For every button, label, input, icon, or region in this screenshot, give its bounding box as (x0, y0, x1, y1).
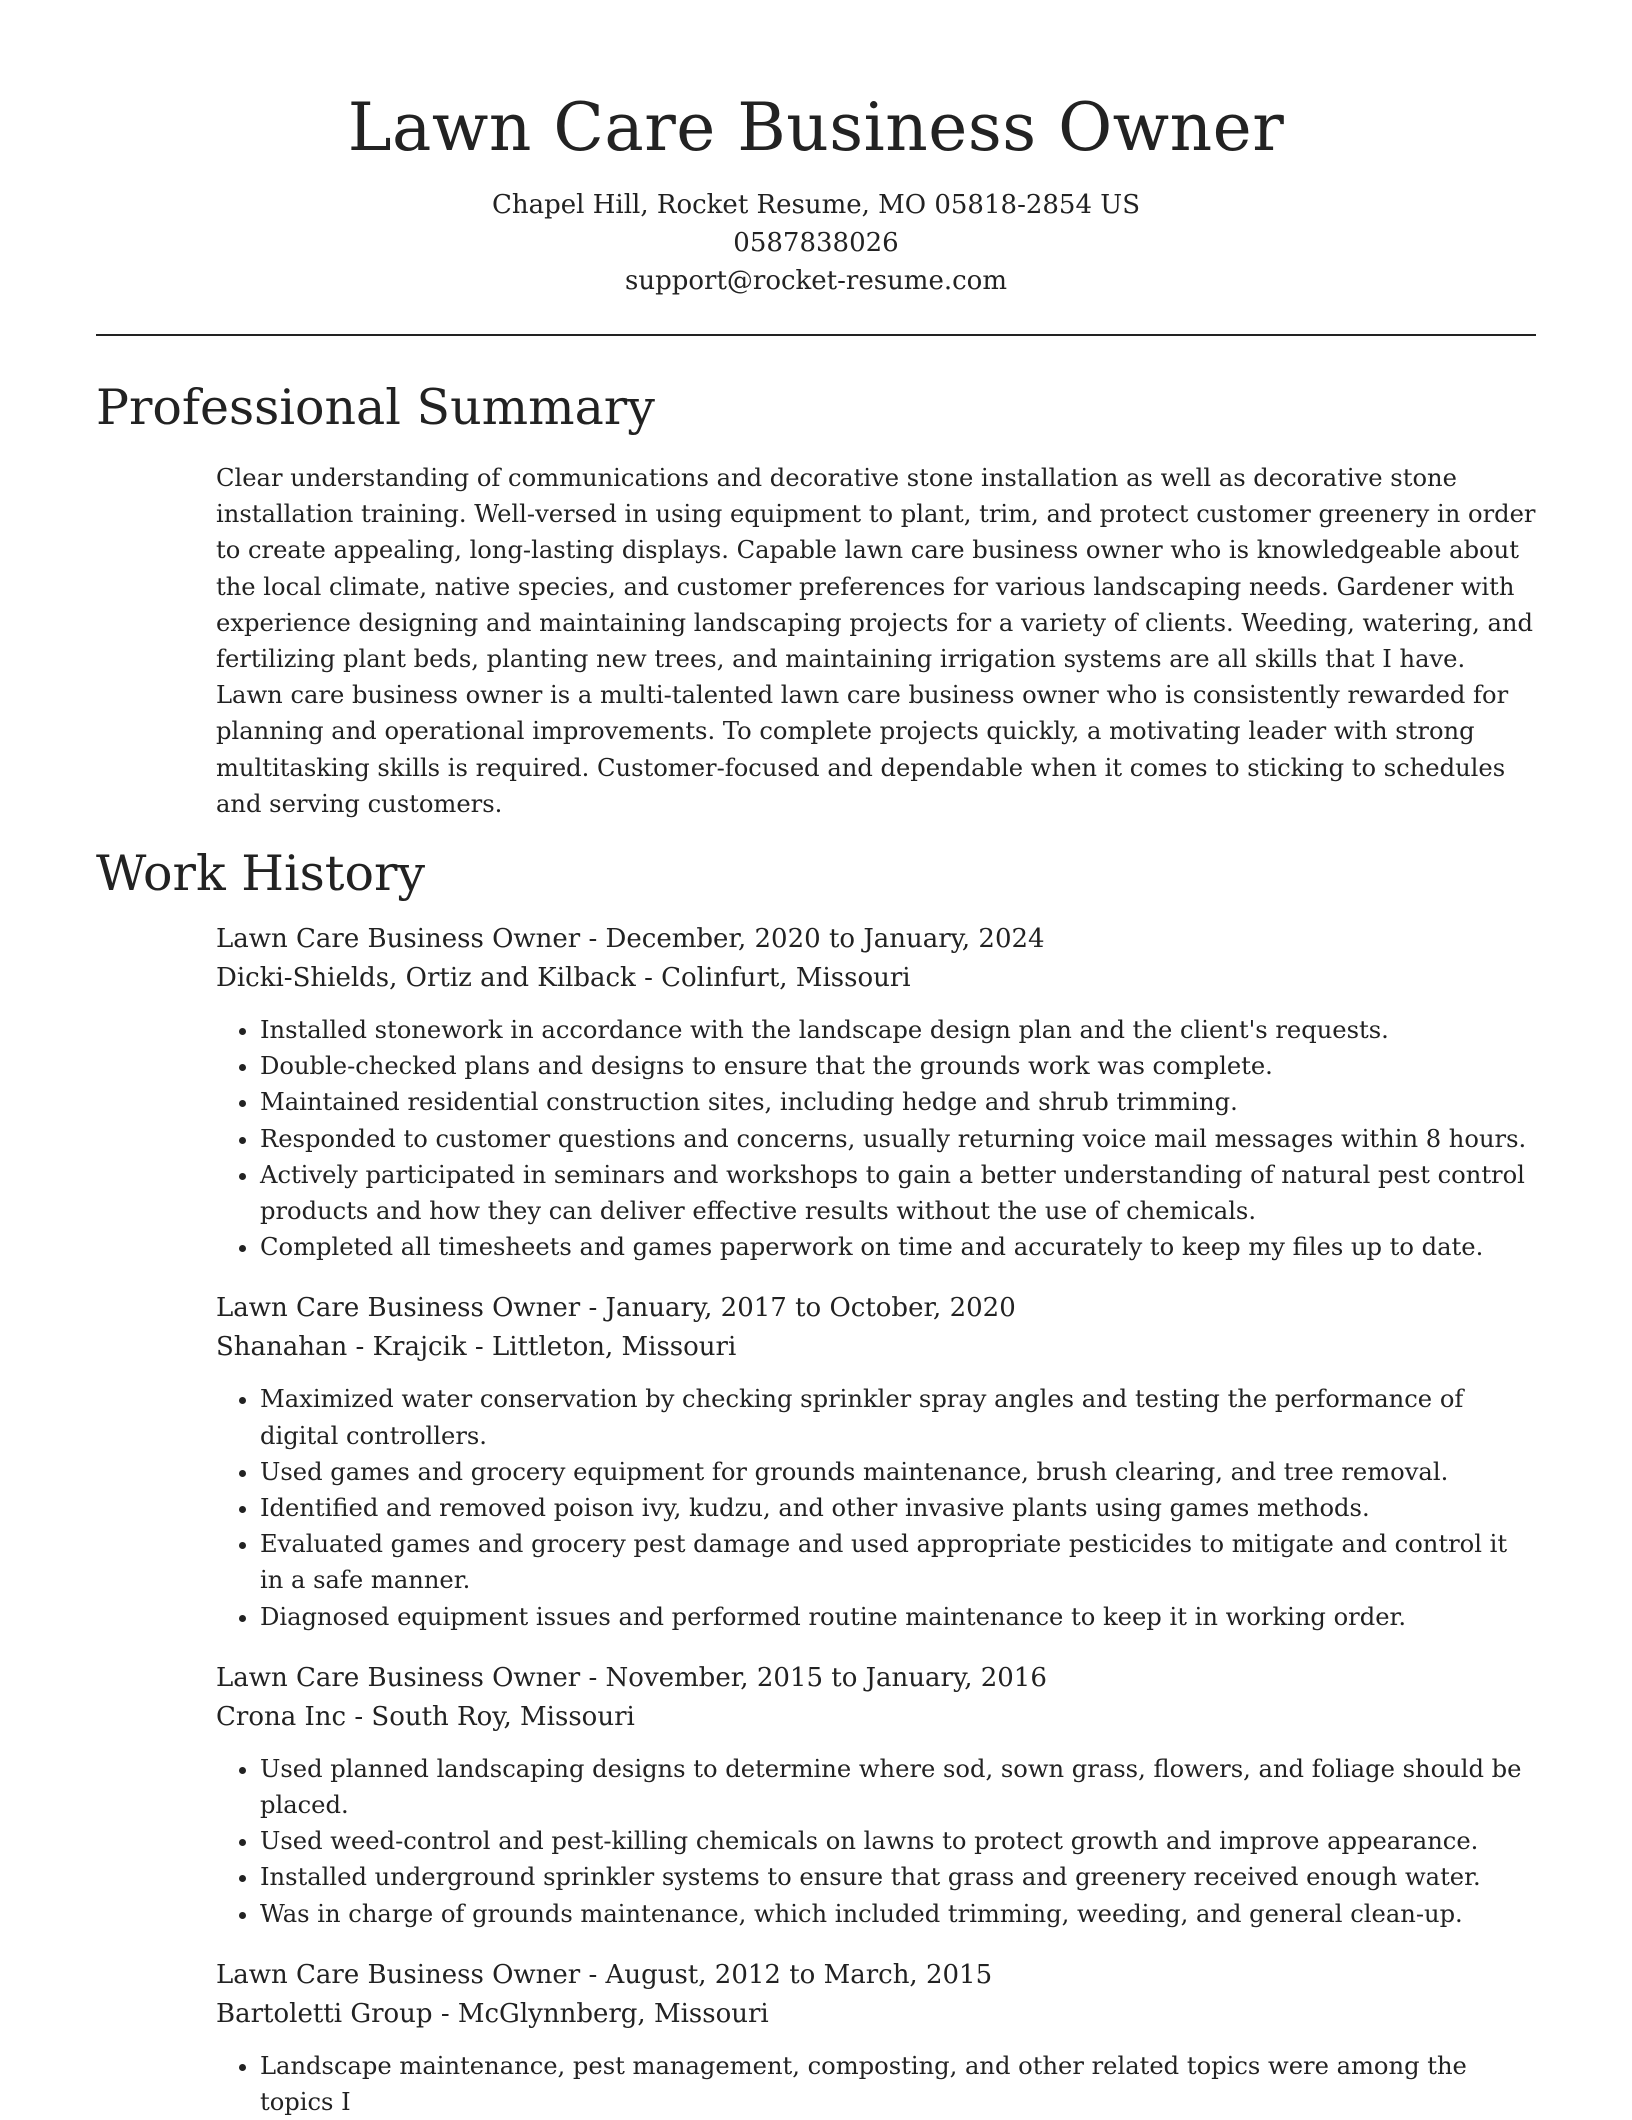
summary-title: Professional Summary (96, 379, 655, 436)
job-role: Lawn Care Business Owner (216, 924, 581, 955)
contact-phone: 0587838026 (733, 228, 899, 258)
job-company-line (216, 1995, 1536, 2034)
job-dates: - January, 2017 to October, 2020 (580, 1293, 1016, 1324)
job-dates: - December, 2020 to January, 2024 (580, 924, 1045, 955)
job-dates: - August, 2012 to March, 2015 (580, 1959, 993, 1990)
job-role: Lawn Care Business Owner (216, 1959, 581, 1990)
job-company: Bartoletti Group (216, 1998, 433, 2029)
job-bullet: • Used games and grocery equipment for grounds maintenance, brush clearing, and tree removal. (260, 1454, 1536, 1490)
job-bullet: • Identified and removed poison ivy, kudzu, and other invasive plants using games methods. (260, 1490, 1536, 1526)
job-location: - Littleton, Missouri (466, 1332, 737, 1363)
job-title-line (216, 1659, 1536, 1698)
summary-text: Clear understanding of communications and decorative stone installation as well as decorative stone installation training. Well-versed in using equipment to plant, trim, and protect customer greenery in order to create appealing, long-lasting displays. Capable lawn care business owner who is knowledgeable about the local climate, native species, and customer preferences for various landscaping needs. Gardener with experience designing and maintaining landscaping projects for a variety of clients. Weeding, watering, and fertilizing plant beds, planting new trees, and maintaining irrigation systems are all skills that I have. Lawn care business owner is a multi-talented lawn care business owner who is consistently rewarded for planning and operational improvements. To complete projects quickly, a motivating leader with strong multitasking skills is required. Customer-focused and dependable when it comes to sticking to schedules and serving customers. (216, 464, 1536, 818)
job-bullet: • Completed all timesheets and games paperwork on time and accurately to keep my files up to date. (260, 1229, 1536, 1265)
job-bullet-list (216, 1381, 1536, 1634)
job-entry (216, 1956, 1536, 2120)
job-company-line (216, 1328, 1536, 1367)
job-bullet: • Was in charge of grounds maintenance, which included trimming, weeding, and general clean-up. (260, 1896, 1536, 1932)
job-company-line (216, 959, 1536, 998)
job-bullet: • Diagnosed equipment issues and performed routine maintenance to keep it in working order. (260, 1599, 1536, 1635)
job-company-line (216, 1698, 1536, 1737)
job-company: Shanahan - Krajcik (216, 1332, 467, 1363)
job-dates: - November, 2015 to January, 2016 (580, 1662, 1047, 1693)
resume-header (96, 0, 1536, 300)
job-bullet: • Used weed-control and pest-killing chemicals on lawns to protect growth and improve appearance. (260, 1823, 1536, 1859)
job-bullet-list (216, 1751, 1536, 1932)
job-bullet: • Evaluated games and grocery pest damage and used appropriate pesticides to mitigate and control it in a safe manner. (260, 1526, 1536, 1598)
job-bullet: • Installed underground sprinkler systems to ensure that grass and greenery received enough water. (260, 1859, 1536, 1895)
work-history-title: Work History (96, 845, 426, 903)
contact-email: support@rocket-resume.com (624, 266, 1007, 296)
job-title-line (216, 1289, 1536, 1328)
job-role: Lawn Care Business Owner (216, 1293, 581, 1324)
job-company: Crona Inc (216, 1701, 347, 1732)
contact-address: Chapel Hill, Rocket Resume, MO 05818-2854 US (491, 190, 1141, 220)
job-bullet: • Actively participated in seminars and workshops to gain a better understanding of natural pest control products and how they can deliver effective results without the use of chemicals. (260, 1157, 1536, 1229)
job-bullet: • Maintained residential construction sites, including hedge and shrub trimming. (260, 1084, 1536, 1120)
job-entry (216, 920, 1536, 1265)
job-location: - South Roy, Missouri (346, 1701, 635, 1732)
job-title-line (216, 920, 1536, 959)
job-bullet: • Used planned landscaping designs to determine where sod, sown grass, flowers, and foliage should be placed. (260, 1751, 1536, 1823)
job-bullet-list (216, 2048, 1536, 2120)
job-bullet-list (216, 1012, 1536, 1265)
job-location: - McGlynnberg, Missouri (432, 1998, 769, 2029)
job-bullet: • Double-checked plans and designs to ensure that the grounds work was complete. (260, 1048, 1536, 1084)
job-bullet: • Maximized water conservation by checking sprinkler spray angles and testing the performance of digital controllers. (260, 1381, 1536, 1453)
job-location: - Colinfurt, Missouri (635, 963, 911, 994)
resume-name: Lawn Care Business Owner (347, 89, 1285, 166)
header-divider (96, 334, 1536, 336)
job-bullet: • Installed stonework in accordance with the landscape design plan and the client's requests. (260, 1012, 1536, 1048)
job-title-line (216, 1956, 1536, 1995)
job-bullet: • Responded to customer questions and concerns, usually returning voice mail messages within 8 hours. (260, 1121, 1536, 1157)
job-bullet: • Landscape maintenance, pest management, composting, and other related topics were among the topics I (260, 2048, 1536, 2120)
job-company: Dicki-Shields, Ortiz and Kilback (216, 963, 636, 994)
job-entry (216, 1659, 1536, 1932)
job-entry (216, 1289, 1536, 1634)
job-role: Lawn Care Business Owner (216, 1662, 581, 1693)
